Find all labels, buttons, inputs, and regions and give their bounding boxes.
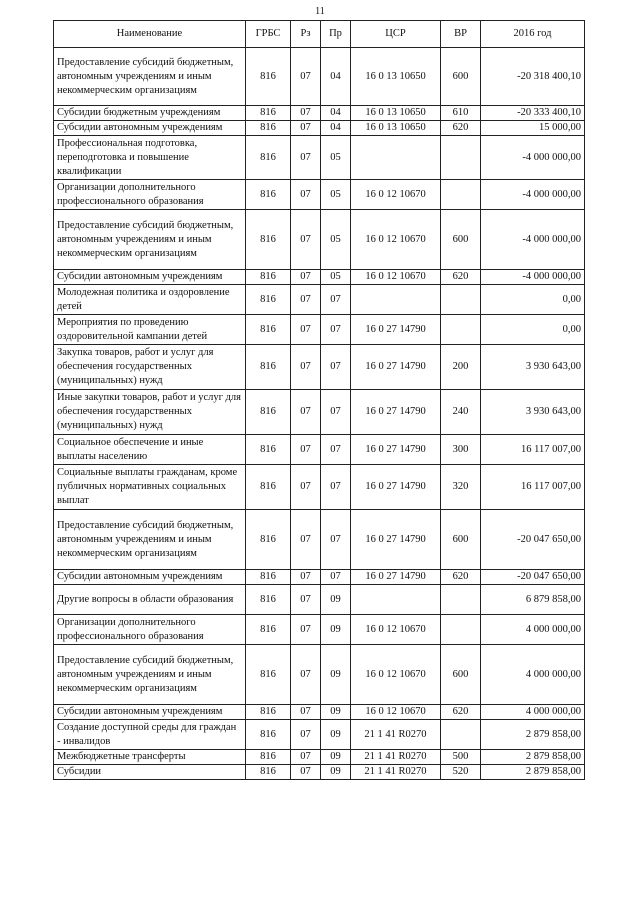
row-vr (441, 136, 481, 180)
table-row (54, 345, 585, 390)
row-csr: 16 0 12 10670 (351, 180, 441, 210)
row-vr: 600 (441, 210, 481, 270)
row-csr: 16 0 13 10650 (351, 121, 441, 136)
row-rz: 07 (291, 720, 321, 750)
row-csr (351, 136, 441, 180)
row-pr: 09 (321, 765, 351, 780)
row-name: Предоставление субсидий бюджетным, автономным учреждениям и иным некоммерческим организациям (54, 510, 246, 570)
row-vr: 620 (441, 270, 481, 285)
table-row (54, 390, 585, 435)
row-amount: 0,00 (481, 315, 585, 345)
row-amount: 6 879 858,00 (481, 585, 585, 615)
row-pr: 04 (321, 106, 351, 121)
table-row (54, 285, 585, 315)
header-pr: Пр (321, 21, 351, 48)
header-grbs: ГРБС (246, 21, 291, 48)
row-csr: 16 0 13 10650 (351, 48, 441, 106)
row-csr: 16 0 12 10670 (351, 705, 441, 720)
table-row (54, 210, 585, 270)
row-pr: 09 (321, 645, 351, 705)
row-rz: 07 (291, 315, 321, 345)
row-name: Субсидии автономным учреждениям (54, 121, 246, 136)
row-csr: 16 0 12 10670 (351, 270, 441, 285)
row-grbs: 816 (246, 315, 291, 345)
row-pr: 07 (321, 345, 351, 390)
row-amount: 4 000 000,00 (481, 645, 585, 705)
table-row (54, 48, 585, 106)
row-vr: 320 (441, 465, 481, 510)
row-rz: 07 (291, 615, 321, 645)
row-grbs: 816 (246, 585, 291, 615)
row-name: Создание доступной среды для граждан - инвалидов (54, 720, 246, 750)
row-rz: 07 (291, 180, 321, 210)
table-row (54, 315, 585, 345)
row-pr: 07 (321, 570, 351, 585)
row-name: Организации дополнительного профессионального образования (54, 180, 246, 210)
row-amount: -20 047 650,00 (481, 510, 585, 570)
row-pr: 07 (321, 465, 351, 510)
row-rz: 07 (291, 645, 321, 705)
table-row (54, 121, 585, 136)
row-vr (441, 180, 481, 210)
row-amount: 16 117 007,00 (481, 435, 585, 465)
row-grbs: 816 (246, 720, 291, 750)
row-rz: 07 (291, 136, 321, 180)
row-rz: 07 (291, 570, 321, 585)
row-name: Предоставление субсидий бюджетным, автономным учреждениям и иным некоммерческим организациям (54, 645, 246, 705)
row-csr: 16 0 12 10670 (351, 210, 441, 270)
row-pr: 05 (321, 270, 351, 285)
row-pr: 09 (321, 750, 351, 765)
row-csr: 16 0 27 14790 (351, 315, 441, 345)
row-grbs: 816 (246, 645, 291, 705)
row-rz: 07 (291, 210, 321, 270)
row-pr: 07 (321, 510, 351, 570)
row-pr: 05 (321, 210, 351, 270)
row-rz: 07 (291, 705, 321, 720)
row-pr: 09 (321, 615, 351, 645)
row-name: Социальное обеспечение и иные выплаты населению (54, 435, 246, 465)
row-amount: 2 879 858,00 (481, 750, 585, 765)
row-grbs: 816 (246, 435, 291, 465)
row-csr: 16 0 27 14790 (351, 345, 441, 390)
row-pr: 07 (321, 390, 351, 435)
row-amount: 16 117 007,00 (481, 465, 585, 510)
row-csr: 21 1 41 R0270 (351, 765, 441, 780)
row-vr (441, 720, 481, 750)
row-name: Другие вопросы в области образования (54, 585, 246, 615)
row-csr: 16 0 27 14790 (351, 465, 441, 510)
row-name: Профессиональная подготовка, переподготовка и повышение квалификации (54, 136, 246, 180)
row-pr: 09 (321, 705, 351, 720)
table-row (54, 180, 585, 210)
row-vr (441, 585, 481, 615)
table-row (54, 465, 585, 510)
row-amount: -20 333 400,10 (481, 106, 585, 121)
row-pr: 07 (321, 285, 351, 315)
row-grbs: 816 (246, 285, 291, 315)
row-vr: 240 (441, 390, 481, 435)
row-grbs: 816 (246, 210, 291, 270)
row-name: Молодежная политика и оздоровление детей (54, 285, 246, 315)
row-pr: 04 (321, 121, 351, 136)
row-pr: 07 (321, 315, 351, 345)
row-name: Мероприятия по проведению оздоровительной кампании детей (54, 315, 246, 345)
row-pr: 05 (321, 180, 351, 210)
row-csr: 16 0 27 14790 (351, 435, 441, 465)
table-row (54, 136, 585, 180)
row-amount: 3 930 643,00 (481, 390, 585, 435)
page-number: 11 (315, 6, 325, 17)
header-vr: ВР (441, 21, 481, 48)
table-row (54, 705, 585, 720)
row-rz: 07 (291, 121, 321, 136)
row-vr: 500 (441, 750, 481, 765)
row-grbs: 816 (246, 136, 291, 180)
row-name: Социальные выплаты гражданам, кроме публичных нормативных социальных выплат (54, 465, 246, 510)
row-vr (441, 615, 481, 645)
budget-table (53, 20, 585, 780)
row-grbs: 816 (246, 705, 291, 720)
row-vr: 600 (441, 48, 481, 106)
header-row (54, 21, 585, 48)
row-vr: 610 (441, 106, 481, 121)
row-pr: 09 (321, 585, 351, 615)
row-amount: -20 047 650,00 (481, 570, 585, 585)
row-amount: -4 000 000,00 (481, 270, 585, 285)
row-csr: 16 0 27 14790 (351, 510, 441, 570)
row-vr (441, 285, 481, 315)
row-name: Иные закупки товаров, работ и услуг для обеспечения государственных (муниципальных) нужд (54, 390, 246, 435)
row-amount: 15 000,00 (481, 121, 585, 136)
table-row (54, 585, 585, 615)
row-grbs: 816 (246, 465, 291, 510)
row-csr: 21 1 41 R0270 (351, 720, 441, 750)
row-grbs: 816 (246, 750, 291, 765)
table-row (54, 750, 585, 765)
row-csr: 16 0 27 14790 (351, 570, 441, 585)
row-amount: 0,00 (481, 285, 585, 315)
row-grbs: 816 (246, 270, 291, 285)
row-grbs: 816 (246, 106, 291, 121)
row-grbs: 816 (246, 570, 291, 585)
table-row (54, 435, 585, 465)
row-rz: 07 (291, 106, 321, 121)
header-year: 2016 год (481, 21, 585, 48)
row-amount: -4 000 000,00 (481, 136, 585, 180)
header-name: Наименование (54, 21, 246, 48)
row-name: Субсидии автономным учреждениям (54, 705, 246, 720)
row-name: Субсидии бюджетным учреждениям (54, 106, 246, 121)
row-grbs: 816 (246, 765, 291, 780)
row-pr: 07 (321, 435, 351, 465)
table-row (54, 720, 585, 750)
row-name: Субсидии (54, 765, 246, 780)
row-grbs: 816 (246, 510, 291, 570)
row-name: Межбюджетные трансферты (54, 750, 246, 765)
row-vr: 600 (441, 645, 481, 705)
row-vr: 200 (441, 345, 481, 390)
row-rz: 07 (291, 390, 321, 435)
row-grbs: 816 (246, 390, 291, 435)
row-csr: 16 0 13 10650 (351, 106, 441, 121)
table-row (54, 765, 585, 780)
row-grbs: 816 (246, 615, 291, 645)
row-csr: 16 0 12 10670 (351, 645, 441, 705)
row-grbs: 816 (246, 48, 291, 106)
row-pr: 09 (321, 720, 351, 750)
row-name: Организации дополнительного профессионального образования (54, 615, 246, 645)
row-name: Субсидии автономным учреждениям (54, 270, 246, 285)
row-csr: 16 0 12 10670 (351, 615, 441, 645)
table-row (54, 510, 585, 570)
row-vr: 300 (441, 435, 481, 465)
row-vr: 620 (441, 705, 481, 720)
row-vr (441, 315, 481, 345)
row-rz: 07 (291, 48, 321, 106)
row-grbs: 816 (246, 180, 291, 210)
table-row (54, 570, 585, 585)
row-name: Предоставление субсидий бюджетным, автономным учреждениям и иным некоммерческим организациям (54, 48, 246, 106)
row-vr: 520 (441, 765, 481, 780)
header-csr: ЦСР (351, 21, 441, 48)
row-rz: 07 (291, 765, 321, 780)
table-row (54, 615, 585, 645)
row-vr: 600 (441, 510, 481, 570)
row-grbs: 816 (246, 345, 291, 390)
row-vr: 620 (441, 121, 481, 136)
row-grbs: 816 (246, 121, 291, 136)
row-amount: -4 000 000,00 (481, 210, 585, 270)
table-row (54, 106, 585, 121)
row-pr: 04 (321, 48, 351, 106)
row-amount: 3 930 643,00 (481, 345, 585, 390)
row-name: Предоставление субсидий бюджетным, автономным учреждениям и иным некоммерческим организациям (54, 210, 246, 270)
row-vr: 620 (441, 570, 481, 585)
row-rz: 07 (291, 345, 321, 390)
row-name: Субсидии автономным учреждениям (54, 570, 246, 585)
row-rz: 07 (291, 585, 321, 615)
row-name: Закупка товаров, работ и услуг для обеспечения государственных (муниципальных) нужд (54, 345, 246, 390)
row-pr: 05 (321, 136, 351, 180)
row-csr (351, 285, 441, 315)
row-amount: 2 879 858,00 (481, 720, 585, 750)
row-amount: 4 000 000,00 (481, 615, 585, 645)
row-rz: 07 (291, 435, 321, 465)
row-amount: -4 000 000,00 (481, 180, 585, 210)
row-rz: 07 (291, 465, 321, 510)
row-amount: -20 318 400,10 (481, 48, 585, 106)
row-rz: 07 (291, 510, 321, 570)
row-csr: 16 0 27 14790 (351, 390, 441, 435)
header-rz: Рз (291, 21, 321, 48)
row-csr: 21 1 41 R0270 (351, 750, 441, 765)
row-rz: 07 (291, 750, 321, 765)
row-rz: 07 (291, 285, 321, 315)
row-csr (351, 585, 441, 615)
row-amount: 2 879 858,00 (481, 765, 585, 780)
row-amount: 4 000 000,00 (481, 705, 585, 720)
table-row (54, 645, 585, 705)
table-row (54, 270, 585, 285)
row-rz: 07 (291, 270, 321, 285)
